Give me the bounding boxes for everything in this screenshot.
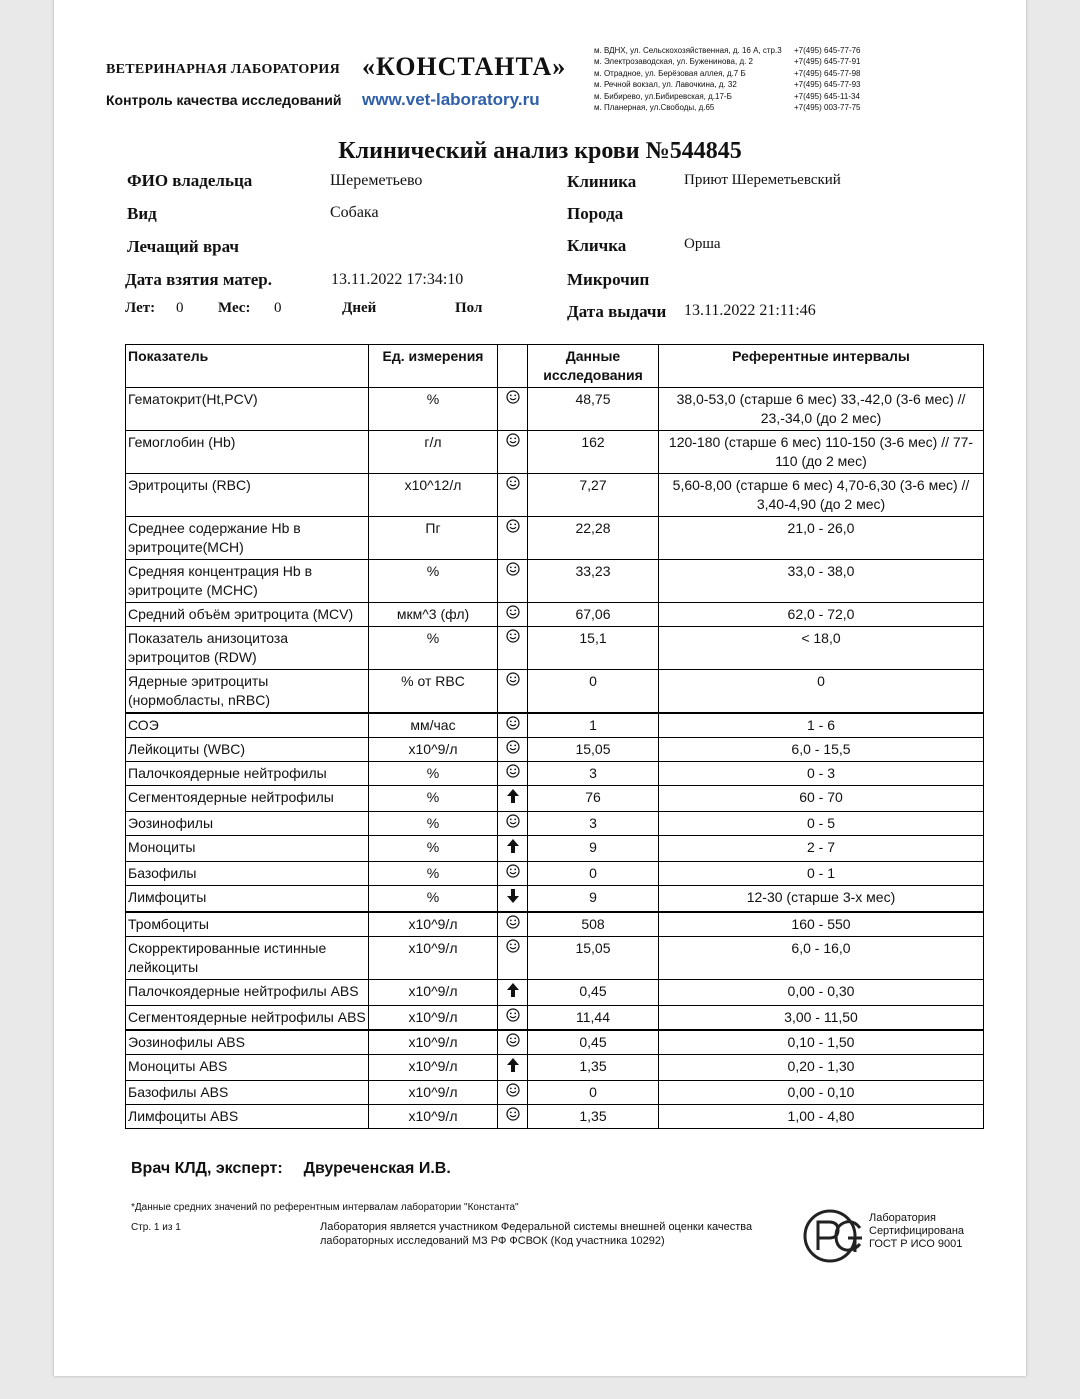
table-row xyxy=(126,738,984,762)
species-value: Собака xyxy=(330,204,379,221)
arrow-up-icon xyxy=(506,1060,520,1077)
smiley-normal-icon xyxy=(506,391,520,408)
branch-address: м. Планерная, ул.Свободы, д.65 xyxy=(594,103,715,113)
cell-parameter: Базофилы xyxy=(126,862,369,886)
cell-reference: 0,00 - 0,30 xyxy=(659,980,984,1006)
cell-flag xyxy=(498,627,528,670)
branch-phones xyxy=(794,45,861,113)
years-label: Лет: xyxy=(125,300,156,316)
cell-reference: 62,0 - 72,0 xyxy=(659,603,984,627)
cell-parameter: Палочкоядерные нейтрофилы ABS xyxy=(126,980,369,1006)
cell-unit: x10^9/л xyxy=(369,1030,498,1055)
cell-reference: 2 - 7 xyxy=(659,836,984,862)
owner-value: Шереметьево xyxy=(330,172,423,189)
cell-reference: 0 xyxy=(659,670,984,714)
cell-value: 0 xyxy=(528,1081,659,1105)
cell-parameter: Эозинофилы xyxy=(126,812,369,836)
smiley-normal-icon xyxy=(506,741,520,758)
cell-unit: % xyxy=(369,786,498,812)
doctor-label: Лечащий врач xyxy=(127,237,239,256)
footnote: *Данные средних значений по референтным интервалам лаборатории "Константа" xyxy=(131,1202,519,1213)
branch-address: м. Речной вокзал, ул. Лавочкина, д. 32 xyxy=(594,80,737,90)
smiley-normal-icon xyxy=(506,1009,520,1026)
table-row xyxy=(126,937,984,980)
cell-value: 15,1 xyxy=(528,627,659,670)
table-row xyxy=(126,762,984,786)
days-label: Дней xyxy=(342,300,377,316)
cell-flag xyxy=(498,762,528,786)
cell-value: 1,35 xyxy=(528,1055,659,1081)
cell-value: 9 xyxy=(528,836,659,862)
cell-reference: 0,00 - 0,10 xyxy=(659,1081,984,1105)
cell-parameter: СОЭ xyxy=(126,713,369,738)
cell-value: 15,05 xyxy=(528,738,659,762)
signer-name: Двуреченская И.В. xyxy=(303,1160,451,1177)
clinic-value: Приют Шереметьевский xyxy=(684,172,841,188)
cell-reference: 160 - 550 xyxy=(659,912,984,937)
col-header-flag xyxy=(498,345,528,388)
table-row xyxy=(126,1081,984,1105)
lab-subtitle: Контроль качества исследований xyxy=(106,92,342,108)
cell-reference: 0 - 3 xyxy=(659,762,984,786)
smiley-normal-icon xyxy=(506,477,520,494)
cell-parameter: Средняя концентрация Hb в эритроците (MCHC) xyxy=(126,560,369,603)
cell-parameter: Базофилы ABS xyxy=(126,1081,369,1105)
branch-phone: +7(495) 645-77-93 xyxy=(794,80,861,90)
cell-reference: 5,60-8,00 (старше 6 мес) 4,70-6,30 (3-6 мес) // 3,40-4,90 (до 2 мес) xyxy=(659,474,984,517)
table-row xyxy=(126,912,984,937)
cell-flag xyxy=(498,836,528,862)
cell-unit: мм/час xyxy=(369,713,498,738)
smiley-normal-icon xyxy=(506,1108,520,1125)
cell-reference: 0,10 - 1,50 xyxy=(659,1030,984,1055)
years-value: 0 xyxy=(176,300,184,316)
cell-value: 508 xyxy=(528,912,659,937)
cell-value: 3 xyxy=(528,762,659,786)
cell-flag xyxy=(498,912,528,937)
cell-parameter: Показатель анизоцитоза эритроцитов (RDW) xyxy=(126,627,369,670)
cell-unit: % xyxy=(369,388,498,431)
cell-flag xyxy=(498,670,528,714)
branch-phone: +7(495) 645-11-34 xyxy=(794,91,860,101)
sample-date-label: Дата взятия матер. xyxy=(125,270,272,289)
cell-flag xyxy=(498,1105,528,1129)
col-header-parameter: Показатель xyxy=(126,345,369,388)
cell-flag xyxy=(498,786,528,812)
pet-name-label: Кличка xyxy=(567,236,627,255)
cell-value: 0,45 xyxy=(528,1030,659,1055)
cell-parameter: Скорректированные истинные лейкоциты xyxy=(126,937,369,980)
cell-unit: x10^9/л xyxy=(369,1055,498,1081)
cell-parameter: Ядерные эритроциты (нормобласты, nRBC) xyxy=(126,670,369,714)
cell-parameter: Сегментоядерные нейтрофилы xyxy=(126,786,369,812)
table-row xyxy=(126,862,984,886)
lab-website: www.vet-laboratory.ru xyxy=(362,90,540,109)
cell-unit: x10^9/л xyxy=(369,1105,498,1129)
smiley-normal-icon xyxy=(506,940,520,957)
signer-label: Врач КЛД, эксперт: xyxy=(131,1160,283,1177)
cert-line: Лаборатория xyxy=(869,1212,936,1224)
col-header-unit: Ед. измерения xyxy=(369,345,498,388)
chip-label: Микрочип xyxy=(567,270,650,289)
cell-reference: 120-180 (старше 6 мес) 110-150 (3-6 мес) // 77-110 (до 2 мес) xyxy=(659,431,984,474)
cell-flag xyxy=(498,862,528,886)
table-row xyxy=(126,1055,984,1081)
cell-flag xyxy=(498,431,528,474)
branch-phone: +7(495) 645-77-91 xyxy=(794,57,861,67)
cell-flag xyxy=(498,474,528,517)
cell-flag xyxy=(498,980,528,1006)
cell-parameter: Средний объём эритроцита (MCV) xyxy=(126,603,369,627)
table-row xyxy=(126,836,984,862)
table-row xyxy=(126,670,984,714)
cell-flag xyxy=(498,1006,528,1031)
branch-phone: +7(495) 003-77-75 xyxy=(794,103,861,113)
cell-reference: 38,0-53,0 (старше 6 мес) 33,-42,0 (3-6 мес) // 23,-34,0 (до 2 мес) xyxy=(659,388,984,431)
lab-name: ВЕТЕРИНАРНАЯ ЛАБОРАТОРИЯ xyxy=(106,62,340,77)
branch-address: м. Бибирево, ул.Бибиревская, д.17-Б xyxy=(594,91,732,101)
cell-unit: % xyxy=(369,762,498,786)
arrow-up-icon xyxy=(506,841,520,858)
cell-value: 9 xyxy=(528,886,659,913)
cell-reference: 0,20 - 1,30 xyxy=(659,1055,984,1081)
cell-value: 162 xyxy=(528,431,659,474)
pet-name-value: Орша xyxy=(684,236,721,252)
table-row xyxy=(126,786,984,812)
arrow-up-icon xyxy=(506,985,520,1002)
arrow-down-icon xyxy=(506,891,520,908)
cell-reference: 21,0 - 26,0 xyxy=(659,517,984,560)
cell-parameter: Эритроциты (RBC) xyxy=(126,474,369,517)
cell-value: 76 xyxy=(528,786,659,812)
table-row xyxy=(126,560,984,603)
cell-value: 33,23 xyxy=(528,560,659,603)
cell-flag xyxy=(498,1030,528,1055)
cell-reference: 33,0 - 38,0 xyxy=(659,560,984,603)
cell-unit: % xyxy=(369,886,498,913)
cell-unit: % xyxy=(369,627,498,670)
cell-flag xyxy=(498,560,528,603)
cell-reference: 60 - 70 xyxy=(659,786,984,812)
table-row xyxy=(126,603,984,627)
cell-value: 0 xyxy=(528,862,659,886)
table-row xyxy=(126,1105,984,1129)
cell-unit: % xyxy=(369,560,498,603)
cell-unit: % xyxy=(369,862,498,886)
cell-unit: мкм^3 (фл) xyxy=(369,603,498,627)
page-number: Стр. 1 из 1 xyxy=(131,1222,181,1233)
arrow-up-icon xyxy=(506,791,520,808)
table-row xyxy=(126,517,984,560)
cell-unit: % xyxy=(369,836,498,862)
cell-parameter: Палочкоядерные нейтрофилы xyxy=(126,762,369,786)
sex-label: Пол xyxy=(455,300,483,316)
branch-addresses xyxy=(594,45,782,113)
smiley-normal-icon xyxy=(506,1084,520,1101)
smiley-normal-icon xyxy=(506,916,520,933)
table-row xyxy=(126,1006,984,1031)
cell-parameter: Гематокрит(Ht,PCV) xyxy=(126,388,369,431)
cell-reference: 12-30 (старше 3-х мес) xyxy=(659,886,984,913)
cell-unit: г/л xyxy=(369,431,498,474)
smiley-normal-icon xyxy=(506,673,520,690)
cell-flag xyxy=(498,886,528,913)
branch-address: м. Отрадное, ул. Берёзовая аллея, д.7 Б xyxy=(594,68,746,78)
cell-unit: Пг xyxy=(369,517,498,560)
cell-flag xyxy=(498,517,528,560)
signer-block xyxy=(131,1160,451,1178)
owner-label: ФИО владельца xyxy=(127,171,253,190)
table-header-row xyxy=(126,345,984,388)
cell-reference: 1,00 - 4,80 xyxy=(659,1105,984,1129)
smiley-normal-icon xyxy=(506,865,520,882)
cell-parameter: Лейкоциты (WBC) xyxy=(126,738,369,762)
table-row xyxy=(126,431,984,474)
cell-flag xyxy=(498,1055,528,1081)
cell-value: 3 xyxy=(528,812,659,836)
cell-parameter: Тромбоциты xyxy=(126,912,369,937)
smiley-normal-icon xyxy=(506,563,520,580)
cell-parameter: Сегментоядерные нейтрофилы ABS xyxy=(126,1006,369,1031)
smiley-normal-icon xyxy=(506,1034,520,1051)
table-row xyxy=(126,812,984,836)
lab-brand: «КОНСТАНТА» xyxy=(362,52,567,81)
smiley-normal-icon xyxy=(506,520,520,537)
smiley-normal-icon xyxy=(506,765,520,782)
certification-logo-icon xyxy=(802,1208,866,1269)
branch-address: м. Электрозаводская, ул. Буженинова, д. 2 xyxy=(594,57,754,67)
months-value: 0 xyxy=(274,300,282,316)
breed-label: Порода xyxy=(567,204,624,223)
table-row xyxy=(126,886,984,913)
cell-value: 11,44 xyxy=(528,1006,659,1031)
cell-value: 67,06 xyxy=(528,603,659,627)
cell-flag xyxy=(498,738,528,762)
col-header-value: Данные исследования xyxy=(528,345,659,388)
report-page xyxy=(54,0,1026,1376)
months-label: Мес: xyxy=(218,300,251,316)
cell-flag xyxy=(498,388,528,431)
cell-flag xyxy=(498,812,528,836)
certification-text xyxy=(869,1212,964,1251)
cert-line: Сертифицирована xyxy=(869,1225,965,1237)
cell-flag xyxy=(498,1081,528,1105)
cell-unit: % от RBC xyxy=(369,670,498,714)
results-body xyxy=(126,388,984,1129)
cell-reference: 6,0 - 15,5 xyxy=(659,738,984,762)
branch-phone: +7(495) 645-77-76 xyxy=(794,46,861,55)
branch-address: м. ВДНХ, ул. Сельскохозяйственная, д. 16 А, стр.3 xyxy=(594,46,782,55)
branch-phone: +7(495) 645-77-98 xyxy=(794,68,861,78)
cell-parameter: Гемоглобин (Hb) xyxy=(126,431,369,474)
smiley-normal-icon xyxy=(506,717,520,734)
cell-flag xyxy=(498,937,528,980)
cell-flag xyxy=(498,713,528,738)
cell-unit: x10^9/л xyxy=(369,912,498,937)
smiley-normal-icon xyxy=(506,815,520,832)
cell-value: 7,27 xyxy=(528,474,659,517)
cell-unit: x10^9/л xyxy=(369,937,498,980)
species-label: Вид xyxy=(127,204,157,223)
cell-value: 1 xyxy=(528,713,659,738)
cell-reference: 0 - 1 xyxy=(659,862,984,886)
table-row xyxy=(126,388,984,431)
table-row xyxy=(126,980,984,1006)
cell-parameter: Лимфоциты ABS xyxy=(126,1105,369,1129)
cert-line: ГОСТ Р ИСО 9001 xyxy=(869,1238,963,1250)
smiley-normal-icon xyxy=(506,434,520,451)
cell-parameter: Среднее содержание Hb в эритроците(MCH) xyxy=(126,517,369,560)
cell-reference: 1 - 6 xyxy=(659,713,984,738)
cell-parameter: Моноциты ABS xyxy=(126,1055,369,1081)
cell-parameter: Лимфоциты xyxy=(126,886,369,913)
issue-date-label: Дата выдачи xyxy=(567,302,667,321)
cell-unit: x10^9/л xyxy=(369,1081,498,1105)
membership-note: Лаборатория является участником Федеральной системы внешней оценки качества лабораторных исследований МЗ РФ ФСВОК (Код участника 10292) xyxy=(320,1221,753,1247)
cell-flag xyxy=(498,603,528,627)
table-row xyxy=(126,474,984,517)
cell-parameter: Эозинофилы ABS xyxy=(126,1030,369,1055)
results-table xyxy=(125,344,984,1129)
cell-value: 1,35 xyxy=(528,1105,659,1129)
cell-reference: 6,0 - 16,0 xyxy=(659,937,984,980)
document-title: Клинический анализ крови №544845 xyxy=(338,138,742,164)
table-row xyxy=(126,713,984,738)
cell-value: 22,28 xyxy=(528,517,659,560)
cell-unit: x10^9/л xyxy=(369,1006,498,1031)
cell-unit: x10^12/л xyxy=(369,474,498,517)
table-row xyxy=(126,1030,984,1055)
smiley-normal-icon xyxy=(506,630,520,647)
col-header-reference: Референтные интервалы xyxy=(659,345,984,388)
cell-reference: < 18,0 xyxy=(659,627,984,670)
sample-date-value: 13.11.2022 17:34:10 xyxy=(331,271,464,288)
table-row xyxy=(126,627,984,670)
clinic-label: Клиника xyxy=(567,172,637,191)
cell-value: 15,05 xyxy=(528,937,659,980)
cell-value: 48,75 xyxy=(528,388,659,431)
cell-unit: x10^9/л xyxy=(369,738,498,762)
cell-reference: 0 - 5 xyxy=(659,812,984,836)
smiley-normal-icon xyxy=(506,606,520,623)
cell-unit: x10^9/л xyxy=(369,980,498,1006)
cell-reference: 3,00 - 11,50 xyxy=(659,1006,984,1031)
cell-value: 0 xyxy=(528,670,659,714)
cell-value: 0,45 xyxy=(528,980,659,1006)
cell-unit: % xyxy=(369,812,498,836)
issue-date-value: 13.11.2022 21:11:46 xyxy=(684,302,816,319)
cell-parameter: Моноциты xyxy=(126,836,369,862)
